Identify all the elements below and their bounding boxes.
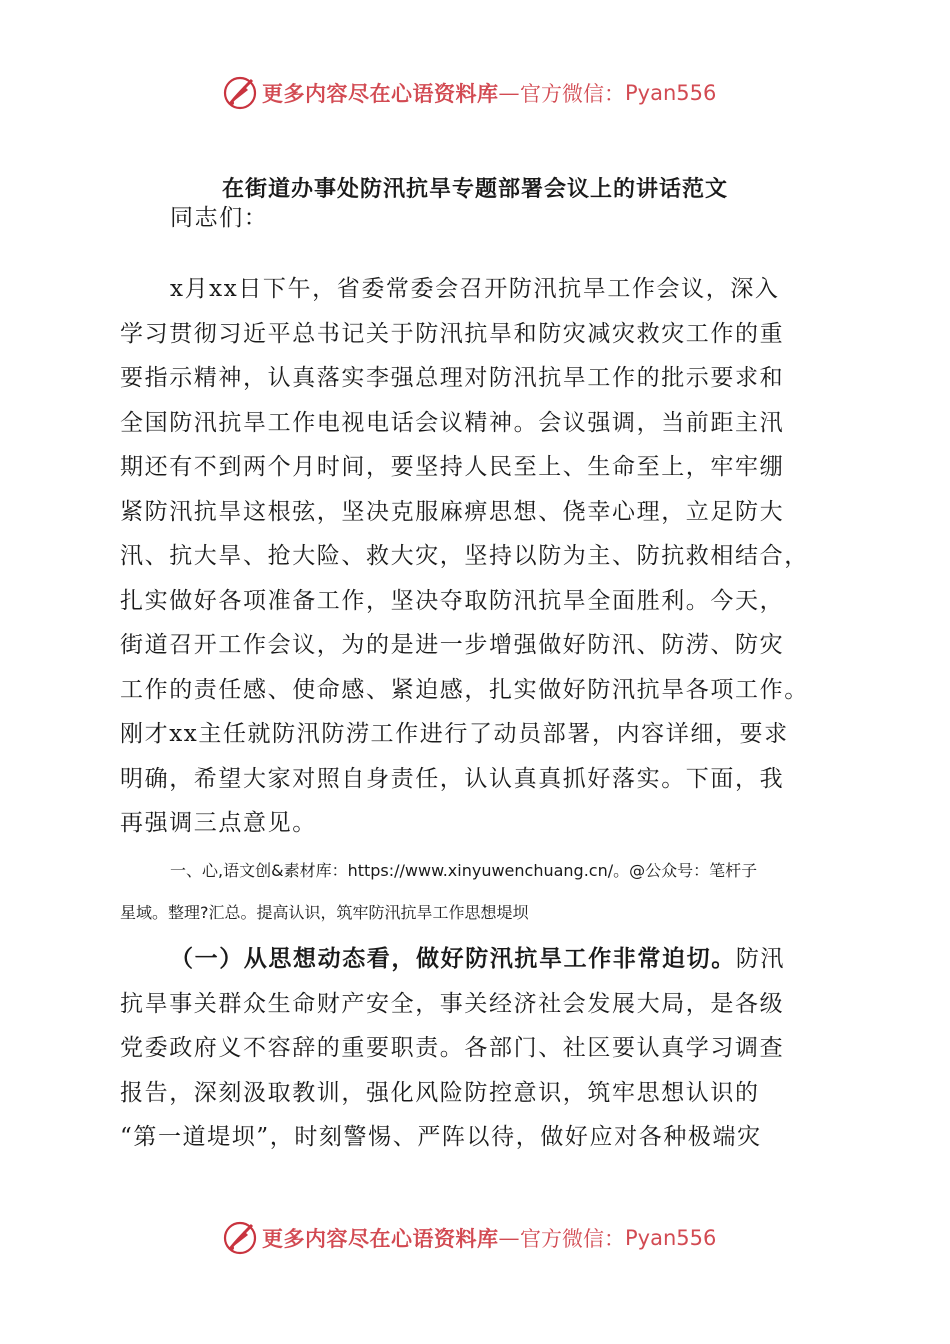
paragraph-line: 学习贯彻习近平总书记关于防汛抗旱和防灾减灾救灾工作的重 [120, 320, 785, 347]
brand-separator: — [498, 1226, 520, 1250]
brand-separator: — [498, 81, 520, 105]
brand-header [222, 73, 716, 113]
source-line: 星域。整理?汇总。提高认识，筑牢防汛抗旱工作思想堤坝 [120, 903, 529, 922]
paragraph-line: 报告，深刻汲取教训，强化风险防控意识，筑牢思想认识的 [120, 1079, 760, 1106]
paragraph-line: x月xx日下午，省委常委会召开防汛抗旱工作会议，深入 [170, 276, 780, 302]
document-title: 在街道办事处防汛抗旱专题部署会议上的讲话范文 [221, 176, 728, 202]
brand-wechat-id: Pyan556 [625, 81, 717, 105]
paragraph-line: 期还有不到两个月时间，要坚持人民至上、生命至上，牢牢绷 [120, 454, 785, 480]
paragraph-line: 汛、抗大旱、抢大险、救大灾，坚持以防为主、防抗救相结合， [120, 543, 809, 569]
paragraph-line: 紧防汛抗旱这根弦，坚决克服麻痹思想、侥幸心理，立足防大 [120, 498, 785, 525]
paragraph-line: 刚才xx主任就防汛防涝工作进行了动员部署，内容详细，要求 [120, 721, 789, 747]
paragraph-line: 党委政府义不容辞的重要职责。各部门、社区要认真学习调查 [120, 1035, 785, 1061]
paragraph-2 [120, 937, 835, 1160]
paragraph-line: 全国防汛抗旱工作电视电话会议精神。会议强调，当前距主汛 [120, 409, 785, 436]
paragraph-line: 要指示精神，认真落实李强总理对防汛抗旱工作的批示要求和 [120, 365, 785, 391]
paragraph-line: 街道召开工作会议，为的是进一步增强做好防汛、防涝、防灾 [120, 632, 785, 658]
paragraph-line: 抗旱事关群众生命财产安全，事关经济社会发展大局，是各级 [120, 990, 785, 1017]
paragraph-line: 工作的责任感、使命感、紧迫感，扎实做好防汛抗旱各项工作。 [120, 676, 809, 703]
greeting: 同志们： [170, 205, 269, 231]
paragraph-tail: 防汛 [735, 946, 786, 972]
brand-footer [222, 1218, 716, 1258]
paragraph-line: 再强调三点意见。 [120, 810, 317, 836]
section-source-line [120, 853, 840, 931]
pen-nib-logo-icon [222, 74, 258, 112]
paragraph-line: 明确，希望大家对照自身责任，认认真真抓好落实。下面，我 [120, 765, 785, 792]
pen-nib-logo-icon [222, 1219, 258, 1257]
paragraph-line: 扎实做好各项准备工作，坚决夺取防汛抗旱全面胜利。今天， [120, 587, 785, 614]
source-line: 一、心,语文创&素材库：https://www.xinyuwenchuang.cn/。@公众号：笔杆子 [170, 861, 758, 880]
paragraph-line [120, 937, 835, 982]
brand-text: 更多内容尽在心语资料库 [262, 81, 499, 106]
brand-wechat-label: 官方微信： [520, 82, 625, 106]
paragraph-1 [120, 267, 835, 846]
brand-text: 更多内容尽在心语资料库 [262, 1226, 499, 1251]
brand-wechat-label: 官方微信： [520, 1227, 625, 1251]
paragraph-line: “第一道堤坝”，时刻警惕、严阵以待，做好应对各种极端灾 [120, 1124, 762, 1150]
subsection-heading: （一）从思想动态看，做好防汛抗旱工作非常迫切。 [170, 945, 736, 972]
brand-wechat-id: Pyan556 [625, 1226, 717, 1250]
